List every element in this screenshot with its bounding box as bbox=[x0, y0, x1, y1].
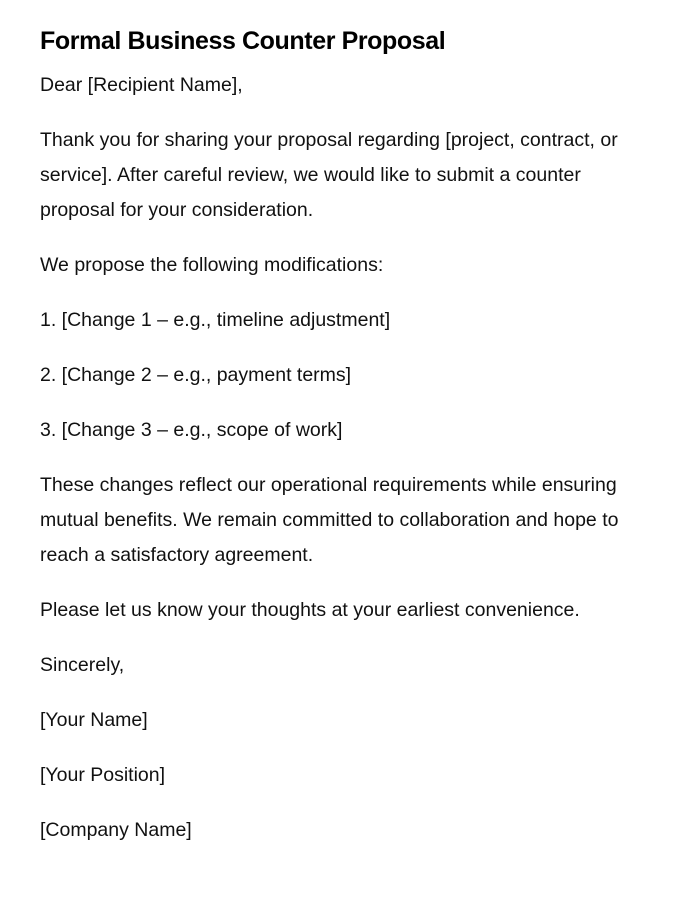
rationale-paragraph: These changes reflect our operational requirements while ensuring mutual benefits. We remain committed to collaboration and hope to reach a satisfactory agreement. bbox=[40, 474, 619, 566]
document-title: Formal Business Counter Proposal bbox=[40, 27, 446, 55]
signature-name: [Your Name] bbox=[40, 709, 148, 731]
signature-position: [Your Position] bbox=[40, 764, 166, 786]
closing: Sincerely, bbox=[40, 654, 125, 676]
request-paragraph: Please let us know your thoughts at your earliest convenience. bbox=[40, 599, 580, 621]
change-item-2: 2. [Change 2 – e.g., payment terms] bbox=[40, 364, 352, 386]
change-item-3: 3. [Change 3 – e.g., scope of work] bbox=[40, 419, 343, 441]
signature-company: [Company Name] bbox=[40, 819, 192, 841]
change-item-1: 1. [Change 1 – e.g., timeline adjustment] bbox=[40, 309, 391, 331]
intro-paragraph: Thank you for sharing your proposal regarding [project, contract, or service]. After careful review, we would like to submit a counter proposal for your consideration. bbox=[40, 129, 618, 221]
salutation: Dear [Recipient Name], bbox=[40, 74, 243, 96]
modifications-lead: We propose the following modifications: bbox=[40, 254, 384, 276]
